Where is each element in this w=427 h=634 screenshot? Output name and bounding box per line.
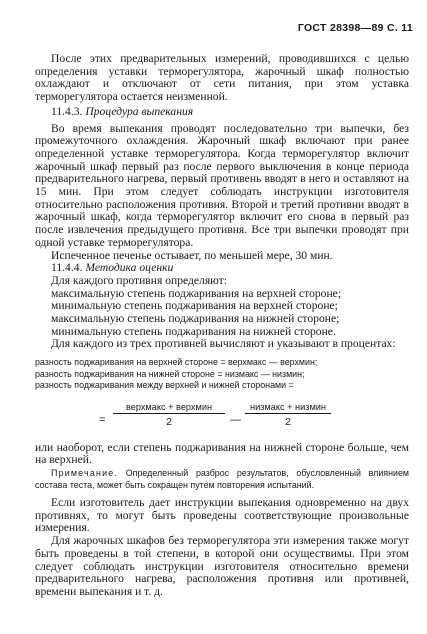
formula-minus: —	[230, 413, 241, 426]
paragraph-calculate-percent: Для каждого из трех противней вычисляют и указывают в процентах:	[51, 337, 396, 351]
section-number: 11.4.3.	[51, 104, 83, 118]
page-header: ГОСТ 28398—89 С. 11	[297, 22, 413, 34]
definitions-block	[35, 357, 409, 392]
formula-difference	[35, 402, 409, 436]
fraction-bottom-average	[245, 402, 331, 428]
paragraph-without-thermostat: Для жарочных шкафов без терморегулятора эти измерения также могут быть проведены в той степени, в которой они осуществимы. При этом следует соблюдать инструкции изготовителя относительно времени предварительного нагрева, расположения противня или противней, времени выпекания и т. д.	[35, 534, 409, 598]
list-item: максимальную степень поджаривания на нижней стороне;	[51, 312, 340, 326]
paragraph-baking-procedure: Во время выпекания проводят последовательно три выпечки, без промежуточного охлаждения. Жарочный шкаф включают при ранее определенной уставке терморегулятора. Когда терморегулятор включит жарочный шкаф первый раз после первого выключения в конце периода предварительного нагрева, первый противень вводят в него и оставляют на 15 мин. При этом следует соблюдать инструкции изготовителя относительно расположения противня. Второй и третий противни вводят в жарочный шкаф, когда терморегулятор включит его снова в первый раз после извлечения предыдущего противня. Все три выпечки проводят при одной уставке терморегулятора.	[35, 121, 409, 249]
list-item: максимальную степень поджаривания на верхней стороне;	[51, 286, 342, 300]
paragraph-cooling: Испеченное печенье остывает, по меньшей мере, 30 мин.	[51, 248, 333, 262]
paragraph-two-trays: Если изготовитель дает инструкции выпекания одновременно на двух противнях, то могут быть проведены соответствующие произвольные измерения.	[35, 496, 409, 535]
fraction-top-average	[113, 402, 225, 428]
definition-bottom-difference: разность поджаривания на нижней стороне = низмакс — низмин;	[35, 368, 305, 379]
page-content	[35, 53, 409, 599]
formula-equals: =	[99, 413, 106, 426]
section-title: Процедура выпекания	[85, 104, 194, 118]
list-item: минимальную степень поджаривания на нижней стороне.	[51, 324, 336, 338]
definition-top-bottom-difference: разность поджаривания между верхней и нижней сторонами =	[35, 380, 294, 391]
paragraph-determine-intro: Для каждого противня определяют:	[51, 273, 227, 287]
section-title: Методика оценки	[85, 261, 174, 275]
note	[35, 467, 409, 491]
definition-top-difference: разность поджаривания на верхней стороне = верхмакс — верхмин;	[35, 357, 318, 368]
note-text: Определенный разброс результатов, обусловленный влиянием состава теста, может быть сокращен путем повторения испытаний.	[35, 468, 409, 491]
paragraph-preliminary-measurements: После этих предварительных измерений, проводившихся с целью определения уставки терморегулятора, жарочный шкаф полностью охлаждают и отключают от сети питания, при этом уставка терморегулятора остается неизменной.	[35, 52, 409, 104]
paragraph-or-vice-versa: или наоборот, если степень поджаривания на нижней стороне больше, чем на верхней.	[35, 440, 409, 467]
fraction-numerator: низмакс + низмин	[245, 402, 331, 414]
fraction-denominator: 2	[285, 415, 291, 428]
section-heading-11-4-3	[35, 106, 409, 119]
fraction-numerator: верхмакс + верхмин	[113, 402, 225, 414]
section-number: 11.4.4.	[51, 261, 83, 275]
note-label: Примечание.	[51, 468, 119, 479]
fraction-denominator: 2	[166, 415, 172, 428]
list-item: минимальную степень поджаривания на верхней стороне;	[51, 299, 338, 313]
